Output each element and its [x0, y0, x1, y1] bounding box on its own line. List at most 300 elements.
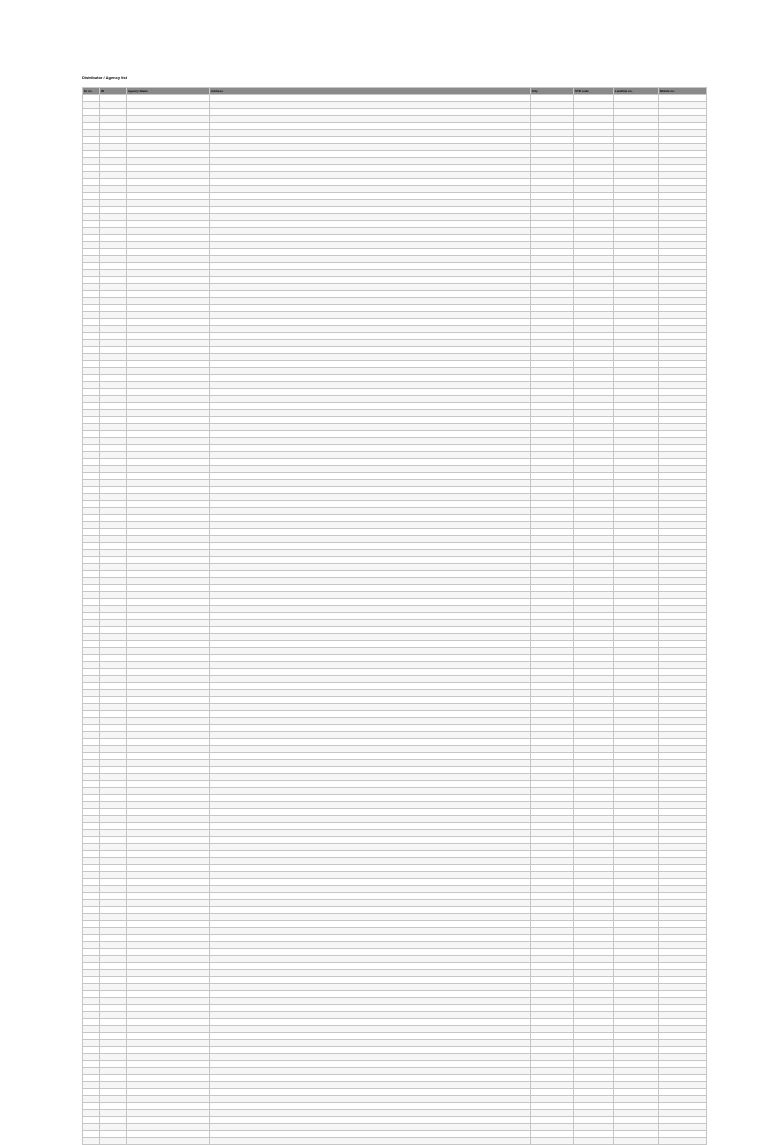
cell-landline [614, 354, 659, 361]
cell-address [210, 165, 531, 172]
cell-city [531, 669, 574, 676]
cell-code [100, 515, 127, 522]
cell-code [100, 137, 127, 144]
cell-address [210, 641, 531, 648]
cell-std-code [574, 305, 614, 312]
cell-address [210, 487, 531, 494]
cell-sr-no [83, 781, 100, 788]
cell-mobile [659, 627, 707, 634]
cell-sr-no [83, 704, 100, 711]
cell-address [210, 1110, 531, 1117]
cell-code [100, 389, 127, 396]
cell-landline [614, 375, 659, 382]
cell-code [100, 130, 127, 137]
cell-code [100, 767, 127, 774]
cell-sr-no [83, 683, 100, 690]
cell-sr-no [83, 102, 100, 109]
cell-std-code [574, 186, 614, 193]
cell-code [100, 1103, 127, 1110]
cell-agency-name [127, 900, 210, 907]
cell-agency-name [127, 1033, 210, 1040]
cell-landline [614, 837, 659, 844]
cell-std-code [574, 333, 614, 340]
cell-city [531, 1005, 574, 1012]
table-row [83, 760, 707, 767]
cell-code [100, 361, 127, 368]
cell-agency-name [127, 312, 210, 319]
cell-code [100, 655, 127, 662]
cell-std-code [574, 165, 614, 172]
cell-agency-name [127, 725, 210, 732]
cell-city [531, 963, 574, 970]
cell-agency-name [127, 767, 210, 774]
table-row [83, 536, 707, 543]
cell-landline [614, 1019, 659, 1026]
col-header-code: ID [100, 88, 127, 95]
cell-address [210, 277, 531, 284]
cell-sr-no [83, 389, 100, 396]
cell-mobile [659, 480, 707, 487]
cell-address [210, 1096, 531, 1103]
col-header-city: City [531, 88, 574, 95]
cell-address [210, 620, 531, 627]
cell-city [531, 186, 574, 193]
col-header-mobile: Mobile no. [659, 88, 707, 95]
cell-agency-name [127, 641, 210, 648]
cell-std-code [574, 487, 614, 494]
cell-city [531, 613, 574, 620]
cell-sr-no [83, 207, 100, 214]
table-row [83, 235, 707, 242]
table-row [83, 144, 707, 151]
cell-std-code [574, 221, 614, 228]
cell-std-code [574, 1089, 614, 1096]
cell-address [210, 466, 531, 473]
cell-city [531, 340, 574, 347]
cell-mobile [659, 312, 707, 319]
cell-agency-name [127, 298, 210, 305]
cell-sr-no [83, 970, 100, 977]
cell-sr-no [83, 1124, 100, 1131]
cell-address [210, 809, 531, 816]
cell-std-code [574, 1068, 614, 1075]
table-row [83, 564, 707, 571]
cell-city [531, 991, 574, 998]
table-row [83, 137, 707, 144]
cell-code [100, 326, 127, 333]
cell-std-code [574, 823, 614, 830]
cell-agency-name [127, 123, 210, 130]
cell-city [531, 1124, 574, 1131]
cell-address [210, 333, 531, 340]
cell-agency-name [127, 1131, 210, 1138]
cell-mobile [659, 683, 707, 690]
cell-agency-name [127, 1089, 210, 1096]
cell-code [100, 886, 127, 893]
table-row [83, 333, 707, 340]
cell-city [531, 179, 574, 186]
cell-agency-name [127, 655, 210, 662]
cell-sr-no [83, 130, 100, 137]
cell-address [210, 1089, 531, 1096]
cell-code [100, 193, 127, 200]
cell-address [210, 382, 531, 389]
cell-landline [614, 494, 659, 501]
cell-address [210, 872, 531, 879]
cell-landline [614, 984, 659, 991]
table-row [83, 1089, 707, 1096]
cell-mobile [659, 137, 707, 144]
cell-city [531, 235, 574, 242]
cell-agency-name [127, 375, 210, 382]
cell-code [100, 1068, 127, 1075]
cell-std-code [574, 172, 614, 179]
cell-landline [614, 298, 659, 305]
cell-landline [614, 683, 659, 690]
cell-sr-no [83, 816, 100, 823]
cell-address [210, 970, 531, 977]
cell-address [210, 900, 531, 907]
cell-sr-no [83, 1026, 100, 1033]
cell-mobile [659, 942, 707, 949]
cell-code [100, 1082, 127, 1089]
table-row [83, 263, 707, 270]
cell-landline [614, 788, 659, 795]
cell-code [100, 256, 127, 263]
cell-city [531, 606, 574, 613]
cell-landline [614, 249, 659, 256]
cell-landline [614, 1068, 659, 1075]
cell-landline [614, 438, 659, 445]
cell-mobile [659, 788, 707, 795]
cell-city [531, 137, 574, 144]
cell-std-code [574, 697, 614, 704]
cell-landline [614, 459, 659, 466]
cell-sr-no [83, 431, 100, 438]
table-row [83, 438, 707, 445]
cell-std-code [574, 347, 614, 354]
table-row [83, 1068, 707, 1075]
cell-mobile [659, 207, 707, 214]
table-row [83, 466, 707, 473]
cell-code [100, 585, 127, 592]
cell-std-code [574, 725, 614, 732]
cell-sr-no [83, 536, 100, 543]
cell-std-code [574, 942, 614, 949]
cell-landline [614, 1110, 659, 1117]
table-row [83, 746, 707, 753]
cell-std-code [574, 1061, 614, 1068]
cell-code [100, 606, 127, 613]
cell-address [210, 221, 531, 228]
cell-std-code [574, 550, 614, 557]
cell-sr-no [83, 424, 100, 431]
cell-city [531, 249, 574, 256]
cell-code [100, 1124, 127, 1131]
cell-code [100, 452, 127, 459]
cell-agency-name [127, 648, 210, 655]
cell-address [210, 627, 531, 634]
cell-std-code [574, 214, 614, 221]
table-row [83, 151, 707, 158]
table-row [83, 249, 707, 256]
table-row [83, 942, 707, 949]
cell-address [210, 186, 531, 193]
cell-landline [614, 1075, 659, 1082]
cell-city [531, 795, 574, 802]
cell-std-code [574, 627, 614, 634]
cell-landline [614, 963, 659, 970]
cell-city [531, 151, 574, 158]
cell-sr-no [83, 669, 100, 676]
cell-sr-no [83, 613, 100, 620]
cell-sr-no [83, 1103, 100, 1110]
table-row [83, 711, 707, 718]
cell-std-code [574, 1103, 614, 1110]
cell-mobile [659, 648, 707, 655]
cell-sr-no [83, 354, 100, 361]
cell-landline [614, 536, 659, 543]
cell-std-code [574, 1005, 614, 1012]
cell-sr-no [83, 718, 100, 725]
cell-landline [614, 704, 659, 711]
cell-mobile [659, 305, 707, 312]
cell-code [100, 382, 127, 389]
cell-city [531, 116, 574, 123]
cell-mobile [659, 1040, 707, 1047]
table-row [83, 1033, 707, 1040]
cell-city [531, 900, 574, 907]
cell-address [210, 655, 531, 662]
cell-code [100, 529, 127, 536]
cell-address [210, 774, 531, 781]
cell-sr-no [83, 914, 100, 921]
cell-code [100, 788, 127, 795]
cell-address [210, 984, 531, 991]
table-row [83, 998, 707, 1005]
cell-code [100, 396, 127, 403]
cell-address [210, 697, 531, 704]
cell-landline [614, 676, 659, 683]
table-row [83, 851, 707, 858]
cell-mobile [659, 1061, 707, 1068]
cell-landline [614, 627, 659, 634]
cell-std-code [574, 690, 614, 697]
cell-address [210, 998, 531, 1005]
cell-std-code [574, 900, 614, 907]
table-row [83, 872, 707, 879]
cell-mobile [659, 1019, 707, 1026]
cell-std-code [574, 613, 614, 620]
cell-std-code [574, 753, 614, 760]
cell-city [531, 480, 574, 487]
table-row [83, 501, 707, 508]
cell-landline [614, 305, 659, 312]
table-row [83, 172, 707, 179]
cell-landline [614, 487, 659, 494]
cell-city [531, 781, 574, 788]
cell-code [100, 634, 127, 641]
cell-city [531, 921, 574, 928]
table-row [83, 529, 707, 536]
cell-agency-name [127, 424, 210, 431]
cell-code [100, 249, 127, 256]
cell-agency-name [127, 1068, 210, 1075]
cell-std-code [574, 809, 614, 816]
cell-agency-name [127, 361, 210, 368]
cell-sr-no [83, 340, 100, 347]
cell-code [100, 536, 127, 543]
table-row [83, 823, 707, 830]
cell-address [210, 928, 531, 935]
cell-agency-name [127, 1047, 210, 1054]
cell-code [100, 487, 127, 494]
cell-std-code [574, 529, 614, 536]
cell-sr-no [83, 158, 100, 165]
cell-address [210, 571, 531, 578]
cell-code [100, 690, 127, 697]
cell-agency-name [127, 844, 210, 851]
cell-city [531, 564, 574, 571]
cell-city [531, 718, 574, 725]
table-row [83, 655, 707, 662]
cell-city [531, 319, 574, 326]
cell-std-code [574, 795, 614, 802]
col-header-landline: Landline no. [614, 88, 659, 95]
cell-city [531, 95, 574, 102]
cell-mobile [659, 585, 707, 592]
cell-agency-name [127, 963, 210, 970]
cell-sr-no [83, 214, 100, 221]
cell-address [210, 1117, 531, 1124]
cell-landline [614, 466, 659, 473]
cell-landline [614, 193, 659, 200]
cell-agency-name [127, 921, 210, 928]
cell-city [531, 844, 574, 851]
cell-agency-name [127, 522, 210, 529]
cell-landline [614, 655, 659, 662]
cell-city [531, 1082, 574, 1089]
cell-address [210, 711, 531, 718]
cell-agency-name [127, 851, 210, 858]
cell-agency-name [127, 473, 210, 480]
cell-mobile [659, 571, 707, 578]
cell-mobile [659, 872, 707, 879]
cell-address [210, 767, 531, 774]
cell-city [531, 809, 574, 816]
cell-landline [614, 403, 659, 410]
cell-address [210, 1131, 531, 1138]
table-row [83, 648, 707, 655]
cell-code [100, 711, 127, 718]
cell-landline [614, 550, 659, 557]
cell-std-code [574, 501, 614, 508]
cell-landline [614, 256, 659, 263]
cell-mobile [659, 844, 707, 851]
cell-std-code [574, 515, 614, 522]
table-header-row [83, 88, 707, 95]
cell-city [531, 1096, 574, 1103]
table-row [83, 1075, 707, 1082]
table-row [83, 739, 707, 746]
cell-sr-no [83, 753, 100, 760]
cell-mobile [659, 662, 707, 669]
cell-landline [614, 361, 659, 368]
cell-landline [614, 816, 659, 823]
cell-city [531, 704, 574, 711]
cell-address [210, 662, 531, 669]
cell-landline [614, 144, 659, 151]
cell-std-code [574, 151, 614, 158]
cell-address [210, 844, 531, 851]
cell-code [100, 704, 127, 711]
cell-mobile [659, 921, 707, 928]
cell-landline [614, 200, 659, 207]
cell-address [210, 263, 531, 270]
cell-city [531, 417, 574, 424]
cell-address [210, 739, 531, 746]
cell-city [531, 998, 574, 1005]
cell-sr-no [83, 879, 100, 886]
table-row [83, 571, 707, 578]
cell-mobile [659, 396, 707, 403]
cell-std-code [574, 1117, 614, 1124]
cell-code [100, 732, 127, 739]
cell-sr-no [83, 179, 100, 186]
cell-address [210, 816, 531, 823]
cell-code [100, 1138, 127, 1145]
cell-mobile [659, 284, 707, 291]
cell-city [531, 935, 574, 942]
cell-landline [614, 753, 659, 760]
cell-address [210, 949, 531, 956]
cell-std-code [574, 669, 614, 676]
cell-city [531, 676, 574, 683]
cell-city [531, 585, 574, 592]
cell-sr-no [83, 599, 100, 606]
cell-std-code [574, 242, 614, 249]
cell-std-code [574, 865, 614, 872]
cell-std-code [574, 1138, 614, 1145]
cell-mobile [659, 1054, 707, 1061]
cell-address [210, 207, 531, 214]
cell-address [210, 480, 531, 487]
table-row [83, 914, 707, 921]
cell-mobile [659, 424, 707, 431]
cell-address [210, 284, 531, 291]
cell-mobile [659, 200, 707, 207]
cell-code [100, 662, 127, 669]
cell-mobile [659, 95, 707, 102]
cell-landline [614, 326, 659, 333]
cell-sr-no [83, 571, 100, 578]
cell-sr-no [83, 557, 100, 564]
cell-code [100, 242, 127, 249]
cell-mobile [659, 445, 707, 452]
col-header-address: Address [210, 88, 531, 95]
cell-code [100, 235, 127, 242]
cell-city [531, 270, 574, 277]
cell-std-code [574, 235, 614, 242]
table-row [83, 123, 707, 130]
cell-address [210, 564, 531, 571]
table-row [83, 774, 707, 781]
cell-code [100, 592, 127, 599]
cell-landline [614, 1047, 659, 1054]
table-row [83, 907, 707, 914]
cell-mobile [659, 599, 707, 606]
cell-code [100, 809, 127, 816]
